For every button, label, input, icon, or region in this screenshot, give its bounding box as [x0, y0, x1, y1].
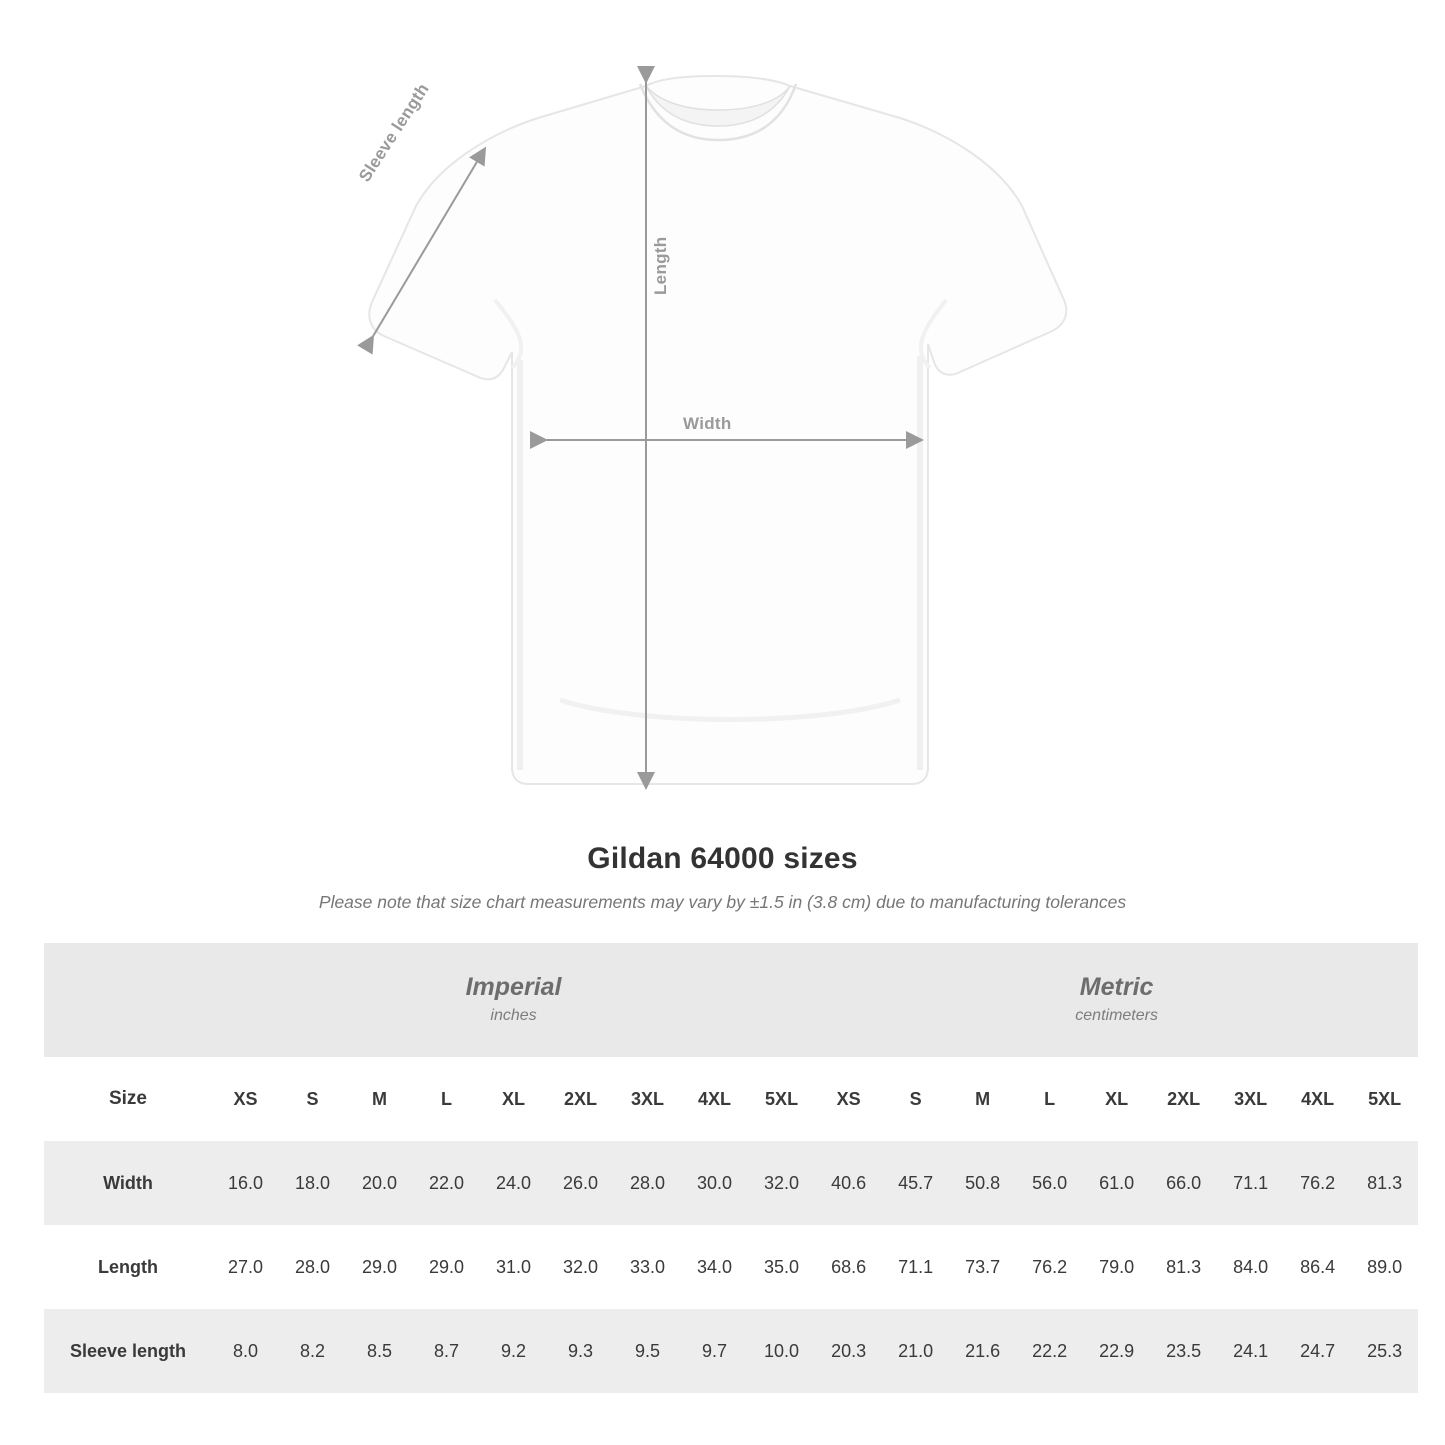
cell: 71.1	[1217, 1141, 1284, 1225]
unit-group-imperial-name: Imperial	[465, 972, 562, 1001]
size-header-cell: M	[949, 1057, 1016, 1141]
cell: 56.0	[1016, 1141, 1083, 1225]
cell: 76.2	[1016, 1225, 1083, 1309]
size-header-cell: S	[279, 1057, 346, 1141]
cell: 9.7	[681, 1309, 748, 1393]
cell: 27.0	[212, 1225, 279, 1309]
title-block	[0, 842, 1445, 913]
unit-group-imperial-sub: inches	[490, 1006, 537, 1024]
cell: 9.2	[480, 1309, 547, 1393]
length-label: Length	[651, 236, 670, 295]
cell: 28.0	[614, 1141, 681, 1225]
cell: 24.0	[480, 1141, 547, 1225]
cell: 8.7	[413, 1309, 480, 1393]
size-header-cell: XL	[1083, 1057, 1150, 1141]
unit-header-row	[44, 943, 1418, 1057]
cell: 73.7	[949, 1225, 1016, 1309]
size-header-cell: 3XL	[614, 1057, 681, 1141]
size-header-cell: 5XL	[1351, 1057, 1418, 1141]
size-header-cell: L	[413, 1057, 480, 1141]
tolerance-note: Please note that size chart measurements may vary by ±1.5 in (3.8 cm) due to manufacturing tolerances	[318, 892, 1127, 912]
size-chart-table-wrapper	[0, 943, 1445, 1393]
cell: 81.3	[1150, 1225, 1217, 1309]
cell: 20.3	[815, 1309, 882, 1393]
size-header-cell: XS	[212, 1057, 279, 1141]
page-title: Gildan 64000 sizes	[587, 842, 858, 875]
cell: 24.7	[1284, 1309, 1351, 1393]
table-row	[44, 1225, 1418, 1309]
cell: 21.0	[882, 1309, 949, 1393]
cell: 24.1	[1217, 1309, 1284, 1393]
cell: 31.0	[480, 1225, 547, 1309]
cell: 50.8	[949, 1141, 1016, 1225]
cell: 29.0	[346, 1225, 413, 1309]
row-label-width: Width	[44, 1141, 212, 1225]
cell: 20.0	[346, 1141, 413, 1225]
cell: 26.0	[547, 1141, 614, 1225]
cell: 22.0	[413, 1141, 480, 1225]
cell: 23.5	[1150, 1309, 1217, 1393]
cell: 29.0	[413, 1225, 480, 1309]
size-header-cell: 4XL	[681, 1057, 748, 1141]
size-header-cell: XS	[815, 1057, 882, 1141]
cell: 21.6	[949, 1309, 1016, 1393]
cell: 28.0	[279, 1225, 346, 1309]
cell: 18.0	[279, 1141, 346, 1225]
unit-group-imperial	[212, 943, 815, 1057]
cell: 9.5	[614, 1309, 681, 1393]
size-header-cell: S	[882, 1057, 949, 1141]
cell: 8.2	[279, 1309, 346, 1393]
cell: 45.7	[882, 1141, 949, 1225]
cell: 89.0	[1351, 1225, 1418, 1309]
cell: 79.0	[1083, 1225, 1150, 1309]
size-header-row	[44, 1057, 1418, 1141]
table-row	[44, 1141, 1418, 1225]
unit-header-spacer	[44, 943, 212, 1057]
unit-group-metric-sub: centimeters	[1075, 1006, 1158, 1024]
cell: 8.5	[346, 1309, 413, 1393]
cell: 71.1	[882, 1225, 949, 1309]
cell: 32.0	[547, 1225, 614, 1309]
sleeve-length-label: Sleeve length	[355, 79, 433, 186]
size-header-cell: 3XL	[1217, 1057, 1284, 1141]
row-label-length: Length	[44, 1225, 212, 1309]
cell: 40.6	[815, 1141, 882, 1225]
size-header-cell: XL	[480, 1057, 547, 1141]
size-chart-table	[44, 943, 1418, 1393]
cell: 8.0	[212, 1309, 279, 1393]
cell: 35.0	[748, 1225, 815, 1309]
cell: 10.0	[748, 1309, 815, 1393]
size-header-cell: M	[346, 1057, 413, 1141]
cell: 68.6	[815, 1225, 882, 1309]
size-header-cell: 5XL	[748, 1057, 815, 1141]
cell: 22.2	[1016, 1309, 1083, 1393]
unit-group-metric	[815, 943, 1418, 1057]
cell: 61.0	[1083, 1141, 1150, 1225]
width-label: Width	[683, 414, 732, 433]
size-header-cell: 2XL	[1150, 1057, 1217, 1141]
size-header-cell: L	[1016, 1057, 1083, 1141]
cell: 22.9	[1083, 1309, 1150, 1393]
cell: 84.0	[1217, 1225, 1284, 1309]
unit-group-metric-name: Metric	[1079, 972, 1154, 1001]
cell: 86.4	[1284, 1225, 1351, 1309]
cell: 32.0	[748, 1141, 815, 1225]
cell: 76.2	[1284, 1141, 1351, 1225]
cell: 34.0	[681, 1225, 748, 1309]
size-header-cell: 4XL	[1284, 1057, 1351, 1141]
cell: 9.3	[547, 1309, 614, 1393]
cell: 66.0	[1150, 1141, 1217, 1225]
row-label-sleeve-length: Sleeve length	[44, 1309, 212, 1393]
size-header-cell: 2XL	[547, 1057, 614, 1141]
column-header-size: Size	[44, 1057, 212, 1141]
cell: 33.0	[614, 1225, 681, 1309]
cell: 81.3	[1351, 1141, 1418, 1225]
cell: 30.0	[681, 1141, 748, 1225]
cell: 16.0	[212, 1141, 279, 1225]
table-row	[44, 1309, 1418, 1393]
cell: 25.3	[1351, 1309, 1418, 1393]
